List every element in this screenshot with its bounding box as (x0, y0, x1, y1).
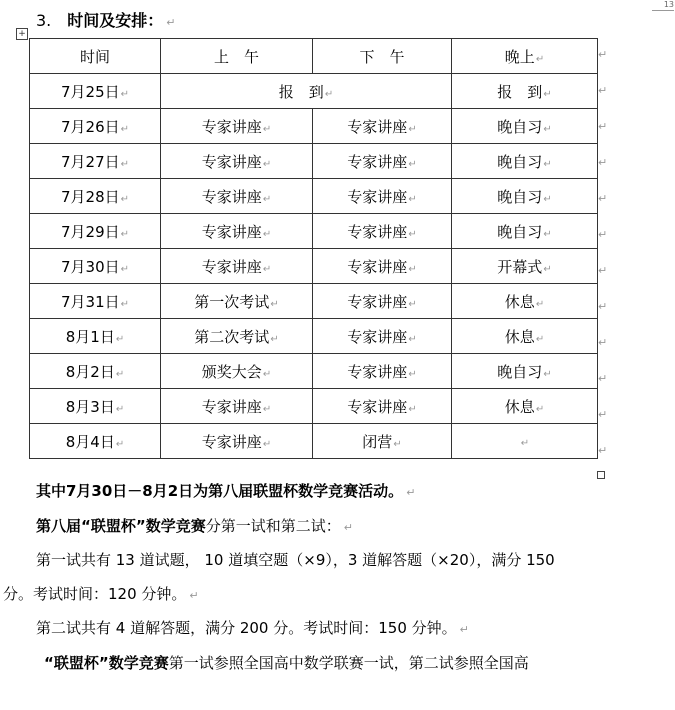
date-cell: 8月2日↵ (30, 354, 161, 389)
morning-cell: 第一次考试↵ (161, 284, 313, 319)
afternoon-cell: 专家讲座↵ (313, 354, 452, 389)
table-resize-handle[interactable] (597, 471, 605, 479)
row-end-mark: ↵ (598, 84, 608, 97)
morning-cell: 颁奖大会↵ (161, 354, 313, 389)
morning-cell: 第二次考试↵ (161, 319, 313, 354)
date-cell: 7月29日↵ (30, 214, 161, 249)
row-end-mark: ↵ (598, 48, 608, 61)
date-cell: 7月28日↵ (30, 179, 161, 214)
header-cell-evening: 晚上↵ (452, 39, 598, 74)
evening-cell: 晚自习↵ (452, 354, 598, 389)
date-cell: 7月31日↵ (30, 284, 161, 319)
evening-cell: 休息↵ (452, 389, 598, 424)
table-row (30, 354, 598, 389)
morning-cell: 专家讲座↵ (161, 109, 313, 144)
afternoon-cell: 专家讲座↵ (313, 249, 452, 284)
evening-cell: 晚自习↵ (452, 109, 598, 144)
row-end-mark: ↵ (598, 372, 608, 385)
row-end-mark: ↵ (598, 336, 608, 349)
date-cell: 7月30日↵ (30, 249, 161, 284)
paragraph-competition-dates: 其中7月30日－8月2日为第八届联盟杯数学竞赛活动。 ↵ (36, 482, 416, 500)
table-row (30, 389, 598, 424)
row-end-mark: ↵ (598, 228, 608, 241)
paragraph-mark-icon: ↵ (166, 16, 176, 29)
afternoon-cell: 专家讲座↵ (313, 389, 452, 424)
paragraph-exam-reference: “联盟杯”数学竞赛第一试参照全国高中数学联赛一试，第二试参照全国高 (44, 654, 529, 672)
table-row (30, 109, 598, 144)
table-row (30, 284, 598, 319)
row-end-mark: ↵ (598, 444, 608, 457)
checkin-merged-cell: 报 到↵ (161, 74, 452, 109)
schedule-table (29, 38, 598, 459)
row-end-mark: ↵ (598, 300, 608, 313)
evening-cell: 晚自习↵ (452, 144, 598, 179)
row-end-mark: ↵ (598, 120, 608, 133)
afternoon-cell: 专家讲座↵ (313, 284, 452, 319)
table-row (30, 214, 598, 249)
header-cell-morning: 上 午 (161, 39, 313, 74)
evening-cell: 开幕式↵ (452, 249, 598, 284)
header-cell-time: 时间 (30, 39, 161, 74)
table-row (30, 144, 598, 179)
table-row-checkin (30, 74, 598, 109)
table-row (30, 424, 598, 459)
morning-cell: 专家讲座↵ (161, 249, 313, 284)
morning-cell: 专家讲座↵ (161, 424, 313, 459)
paragraph-competition-format: 第八届“联盟杯”数学竞赛分第一试和第二试： ↵ (36, 517, 353, 535)
evening-cell: 休息↵ (452, 284, 598, 319)
row-end-mark: ↵ (598, 156, 608, 169)
paragraph-second-round: 第二试共有 4 道解答题，满分 200 分。考试时间：150 分钟。 ↵ (36, 619, 469, 637)
evening-cell: ↵ (452, 424, 598, 459)
date-cell: 7月26日↵ (30, 109, 161, 144)
morning-cell: 专家讲座↵ (161, 389, 313, 424)
row-end-mark: ↵ (598, 264, 608, 277)
evening-cell: 休息↵ (452, 319, 598, 354)
row-end-mark: ↵ (598, 408, 608, 421)
section-heading (36, 8, 176, 31)
section-number: 3. (36, 11, 52, 30)
header-row (30, 39, 598, 74)
afternoon-cell: 专家讲座↵ (313, 179, 452, 214)
row-end-mark: ↵ (598, 192, 608, 205)
page-corner-mark: 13 (652, 0, 674, 11)
section-title: 时间及安排： (67, 11, 164, 30)
afternoon-cell: 闭营↵ (313, 424, 452, 459)
evening-cell: 晚自习↵ (452, 179, 598, 214)
morning-cell: 专家讲座↵ (161, 214, 313, 249)
afternoon-cell: 专家讲座↵ (313, 214, 452, 249)
morning-cell: 专家讲座↵ (161, 179, 313, 214)
evening-cell: 报 到↵ (452, 74, 598, 109)
date-cell: 8月1日↵ (30, 319, 161, 354)
paragraph-first-round-line2: 分。考试时间：120 分钟。 ↵ (3, 585, 199, 603)
afternoon-cell: 专家讲座↵ (313, 319, 452, 354)
table-row (30, 249, 598, 284)
date-cell: 7月25日↵ (30, 74, 161, 109)
table-row (30, 319, 598, 354)
evening-cell: 晚自习↵ (452, 214, 598, 249)
header-cell-afternoon: 下 午 (313, 39, 452, 74)
afternoon-cell: 专家讲座↵ (313, 109, 452, 144)
date-cell: 7月27日↵ (30, 144, 161, 179)
date-cell: 8月3日↵ (30, 389, 161, 424)
afternoon-cell: 专家讲座↵ (313, 144, 452, 179)
date-cell: 8月4日↵ (30, 424, 161, 459)
paragraph-first-round-line1: 第一试共有 13 道试题， 10 道填空题（×9），3 道解答题（×20），满分 150 (36, 551, 555, 569)
table-row (30, 179, 598, 214)
table-move-handle-icon[interactable]: + (16, 28, 28, 40)
morning-cell: 专家讲座↵ (161, 144, 313, 179)
